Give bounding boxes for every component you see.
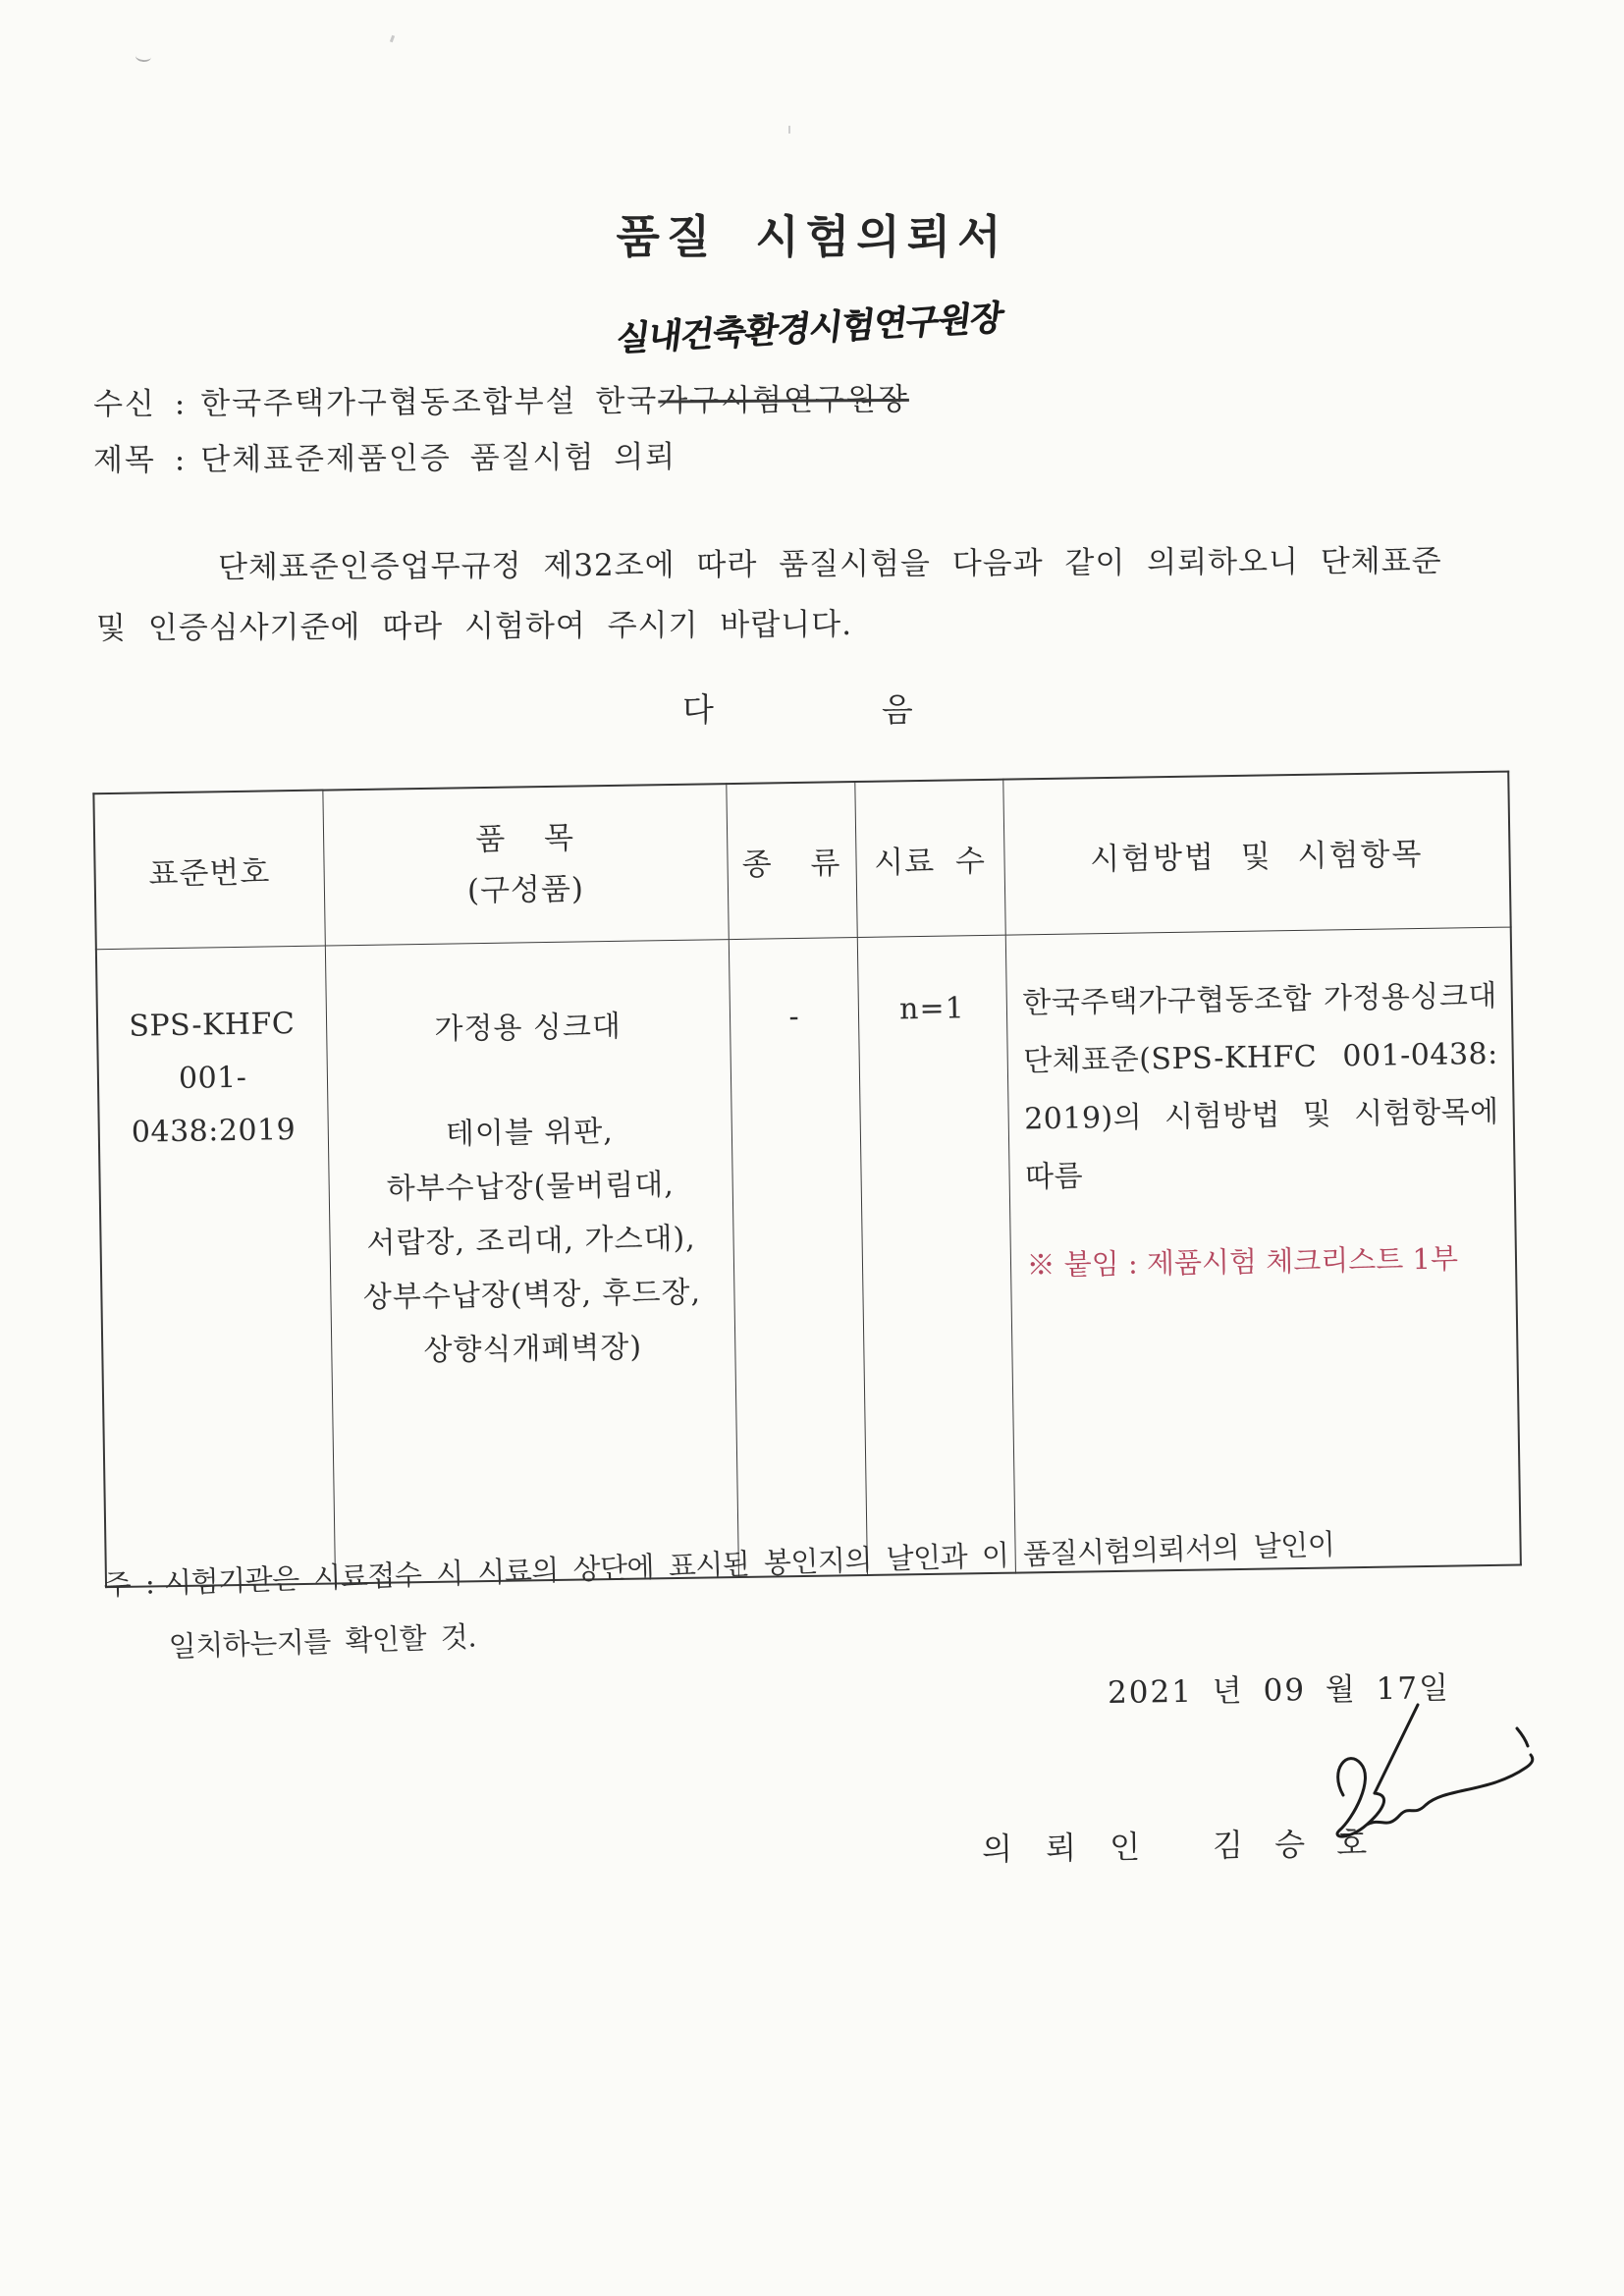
scan-speck	[390, 35, 395, 43]
signer-name: 김 승 호	[1212, 1824, 1372, 1865]
header-kind: 종 류	[726, 782, 856, 939]
item-component: 테이블 위판,	[445, 1114, 615, 1152]
cell-kind: -	[729, 937, 867, 1576]
cell-sample-count: n=1	[857, 935, 1015, 1575]
header-item-line1: 품 목	[475, 820, 575, 858]
footnote-line2: 일치하는지를 확인할 것.	[168, 1619, 477, 1664]
header-standard-no: 표준번호	[93, 791, 324, 950]
signature-loop-stroke	[1337, 1755, 1533, 1836]
subject-line	[93, 431, 677, 479]
header-item	[322, 784, 728, 945]
item-component: 상향식개폐벽장)	[423, 1330, 643, 1368]
header-item-line2: (구성품)	[466, 871, 585, 909]
cell-item	[325, 939, 738, 1583]
signature-tick-mark	[1517, 1728, 1528, 1746]
attachment-note-red: ※ 붙임 : 제품시험 체크리스트 1부	[1026, 1240, 1459, 1282]
item-component: 서랍장, 조리대, 가스대),	[366, 1221, 696, 1261]
item-name: 가정용 싱크대	[434, 1009, 623, 1047]
recipient-line	[93, 374, 909, 423]
header-method: 시험방법 및 시험항목	[1002, 772, 1510, 935]
signature-diagonal-stroke	[1375, 1705, 1418, 1793]
subject-label: 제목 :	[92, 442, 188, 478]
body-paragraph-line1: 단체표준인증업무규정 제32조에 따라 품질시험을 다음과 같이 의뢰하오니 단체표준	[217, 543, 1442, 585]
signer-line	[982, 1819, 1372, 1870]
scan-speck	[788, 126, 790, 134]
header-sample-count: 시료 수	[854, 780, 1004, 937]
method-text: 한국주택가구협동조합 가정용싱크대 단체표준(SPS-KHFC 001-0438:2019)의 시험방법 및 시험항목에 따름	[1022, 978, 1499, 1194]
footnote-text1: 시험기관은 시료접수 시 시료의 상단에 표시된 봉인지의 날인과 이 품질시험의뢰서의 날인이	[163, 1527, 1335, 1600]
standard-no-line1: SPS-KHFC	[129, 1006, 296, 1044]
document-date: 2021 년 09 월 17일	[1107, 1670, 1451, 1711]
signature-scribble	[1324, 1701, 1554, 1873]
body-paragraph-line2: 및 인증심사기준에 따라 시험하여 주시기 바랍니다.	[95, 606, 853, 646]
recipient-struck-text: 가구시험연구원장	[658, 381, 910, 419]
subject-text: 단체표준제품인증 품질시험 의뢰	[200, 439, 677, 478]
item-component: 하부수납장(물버림대,	[386, 1167, 676, 1207]
standard-no-line2: 001-0438:2019	[131, 1060, 297, 1150]
section-divider-daum: 다 음	[682, 690, 914, 729]
table-header-row	[93, 772, 1510, 950]
scan-speck	[135, 50, 151, 63]
footnote-label: 주 :	[103, 1566, 155, 1602]
document-title: 품질 시험의뢰서	[616, 210, 1008, 263]
cell-standard-no	[96, 946, 335, 1587]
signer-role-label: 의 뢰 인	[981, 1828, 1145, 1868]
recipient-label: 수신 :	[92, 386, 188, 422]
item-gap	[328, 1052, 730, 1109]
handwritten-recipient-correction: 실내건축환경시험연구원장	[614, 297, 1005, 360]
cell-method	[1005, 927, 1521, 1573]
table-data-row	[96, 927, 1521, 1587]
recipient-text: 한국주택가구협동조합부설 한국	[200, 383, 659, 422]
test-request-table	[92, 771, 1522, 1588]
item-component: 상부수납장(벽장, 후드장,	[362, 1275, 702, 1315]
